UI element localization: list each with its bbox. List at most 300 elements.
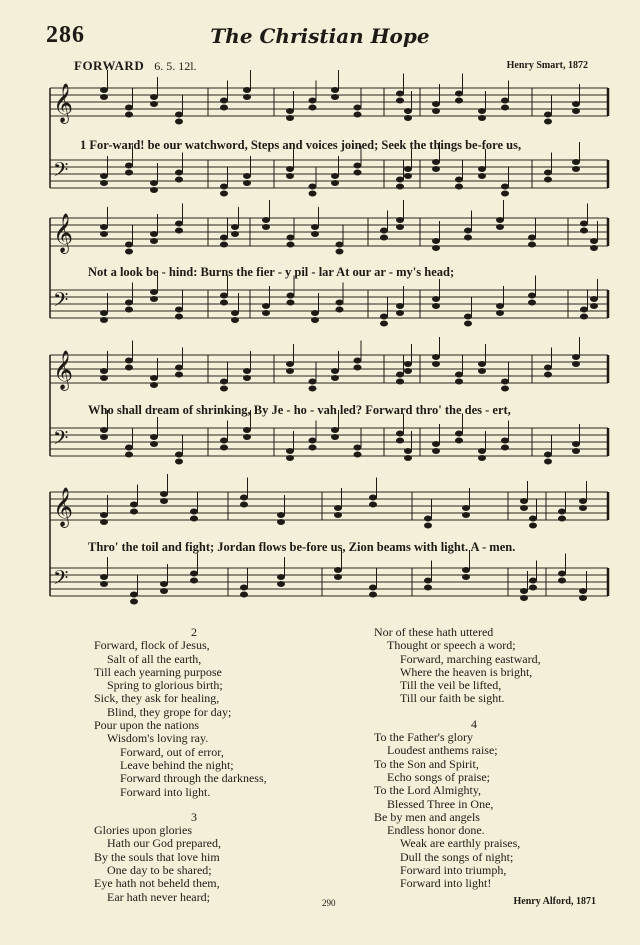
note-head bbox=[520, 588, 528, 594]
note-head bbox=[424, 523, 432, 529]
verse-line: Till our faith be sight. bbox=[400, 691, 505, 706]
note-head bbox=[478, 448, 486, 454]
note-head bbox=[464, 314, 472, 320]
note-head bbox=[354, 452, 362, 458]
note-head bbox=[455, 431, 463, 437]
note-head bbox=[287, 235, 295, 241]
note-head bbox=[125, 170, 133, 176]
note-head bbox=[243, 427, 251, 433]
note-head bbox=[277, 581, 285, 587]
note-head bbox=[478, 368, 486, 374]
note-head bbox=[331, 368, 339, 374]
note-head bbox=[160, 588, 168, 594]
note-head bbox=[572, 101, 580, 107]
note-head bbox=[262, 224, 270, 230]
verse-line: To the Son and Spirit, bbox=[374, 756, 479, 771]
stanzas-right-column bbox=[374, 626, 574, 891]
note-head bbox=[590, 303, 598, 309]
note-head bbox=[404, 361, 412, 367]
note-head bbox=[380, 321, 388, 327]
note-head bbox=[572, 361, 580, 367]
note-head bbox=[380, 228, 388, 234]
note-head bbox=[190, 571, 198, 577]
note-head bbox=[175, 119, 183, 125]
note-head bbox=[455, 379, 463, 385]
verse-line: Leave behind the night; bbox=[120, 757, 234, 772]
note-head bbox=[544, 177, 552, 183]
note-head bbox=[130, 592, 138, 598]
note-head bbox=[354, 445, 362, 451]
verse-line: Loudest anthems raise; bbox=[387, 743, 498, 758]
note-head bbox=[190, 578, 198, 584]
note-head bbox=[432, 101, 440, 107]
note-head bbox=[220, 379, 228, 385]
note-head bbox=[396, 177, 404, 183]
note-head bbox=[336, 300, 344, 306]
note-head bbox=[334, 512, 342, 518]
note-head bbox=[125, 112, 133, 118]
verse-line: Endless honor done. bbox=[387, 823, 485, 838]
note-head bbox=[544, 112, 552, 118]
note-head bbox=[231, 231, 239, 237]
note-head bbox=[424, 585, 432, 591]
note-head bbox=[334, 574, 342, 580]
note-head bbox=[396, 98, 404, 104]
note-head bbox=[309, 438, 317, 444]
note-head bbox=[478, 361, 486, 367]
note-head bbox=[580, 314, 588, 320]
note-head bbox=[462, 567, 470, 573]
note-head bbox=[580, 221, 588, 227]
note-head bbox=[309, 98, 317, 104]
note-head bbox=[528, 242, 536, 248]
verse-line: Ear hath never heard; bbox=[107, 889, 210, 904]
note-head bbox=[544, 452, 552, 458]
note-head bbox=[462, 512, 470, 518]
note-head bbox=[432, 296, 440, 302]
note-head bbox=[220, 105, 228, 111]
note-head bbox=[125, 163, 133, 169]
verse-line: Till the veil be lifted, bbox=[400, 678, 502, 693]
note-head bbox=[311, 317, 319, 323]
note-head bbox=[311, 224, 319, 230]
note-head bbox=[331, 173, 339, 179]
verse-line: Glories upon glories bbox=[94, 823, 192, 838]
note-head bbox=[130, 502, 138, 508]
note-head bbox=[464, 228, 472, 234]
verse-line: Till each yearning purpose bbox=[94, 664, 222, 679]
note-head bbox=[243, 375, 251, 381]
note-head bbox=[220, 184, 228, 190]
stanza-number: 4 bbox=[471, 716, 477, 731]
note-head bbox=[262, 310, 270, 316]
stanzas-left-column bbox=[94, 626, 294, 904]
note-head bbox=[501, 184, 509, 190]
note-head bbox=[125, 365, 133, 371]
note-head bbox=[150, 180, 158, 186]
author: Henry Alford, 1871 bbox=[513, 896, 596, 907]
note-head bbox=[100, 317, 108, 323]
note-head bbox=[432, 238, 440, 244]
note-head bbox=[100, 224, 108, 230]
note-head bbox=[369, 502, 377, 508]
note-head bbox=[286, 368, 294, 374]
note-head bbox=[309, 105, 317, 111]
note-head bbox=[220, 293, 228, 299]
note-head bbox=[501, 379, 509, 385]
note-head bbox=[579, 588, 587, 594]
note-head bbox=[404, 108, 412, 114]
verse-line: Blessed Three in One, bbox=[387, 796, 494, 811]
verse-line: Forward into light! bbox=[400, 876, 492, 891]
note-head bbox=[590, 296, 598, 302]
note-head bbox=[380, 314, 388, 320]
note-head bbox=[432, 354, 440, 360]
note-head bbox=[220, 191, 228, 197]
note-head bbox=[404, 173, 412, 179]
note-head bbox=[220, 445, 228, 451]
note-head bbox=[331, 180, 339, 186]
note-head bbox=[175, 177, 183, 183]
verse-line: Weak are earthly praises, bbox=[400, 836, 521, 851]
note-head bbox=[125, 242, 133, 248]
note-head bbox=[396, 224, 404, 230]
verse-line: Where the heaven is bright, bbox=[400, 664, 533, 679]
note-head bbox=[501, 105, 509, 111]
note-head bbox=[432, 166, 440, 172]
note-head bbox=[529, 516, 537, 522]
stanza-number: 2 bbox=[191, 625, 197, 639]
note-head bbox=[354, 163, 362, 169]
page-number: 290 bbox=[322, 898, 336, 908]
verse-line: Salt of all the earth, bbox=[107, 651, 202, 666]
note-head bbox=[175, 314, 183, 320]
note-head bbox=[190, 509, 198, 515]
verse-line: Dull the songs of night; bbox=[400, 849, 514, 864]
note-head bbox=[175, 112, 183, 118]
note-head bbox=[572, 441, 580, 447]
note-head bbox=[404, 115, 412, 121]
treble-clef-icon: 𝄞 bbox=[53, 83, 74, 123]
note-head bbox=[160, 581, 168, 587]
note-head bbox=[100, 180, 108, 186]
note-head bbox=[286, 361, 294, 367]
note-head bbox=[396, 303, 404, 309]
note-head bbox=[572, 354, 580, 360]
note-head bbox=[100, 574, 108, 580]
note-head bbox=[528, 293, 536, 299]
verse-line: Forward, out of error, bbox=[120, 744, 224, 759]
meter: 6. 5. 12l. bbox=[154, 59, 197, 73]
note-head bbox=[464, 235, 472, 241]
note-head bbox=[231, 310, 239, 316]
note-head bbox=[455, 98, 463, 104]
note-head bbox=[455, 91, 463, 97]
verse-line: One day to be shared; bbox=[107, 863, 212, 878]
note-head bbox=[240, 502, 248, 508]
note-head bbox=[501, 386, 509, 392]
note-head bbox=[331, 434, 339, 440]
note-head bbox=[496, 303, 504, 309]
note-head bbox=[100, 512, 108, 518]
note-head bbox=[100, 310, 108, 316]
note-head bbox=[331, 427, 339, 433]
note-head bbox=[286, 108, 294, 114]
note-head bbox=[529, 578, 537, 584]
note-head bbox=[396, 91, 404, 97]
note-head bbox=[287, 293, 295, 299]
note-head bbox=[100, 368, 108, 374]
note-head bbox=[478, 455, 486, 461]
note-head bbox=[150, 296, 158, 302]
verse-line: By the souls that love him bbox=[94, 849, 220, 864]
note-head bbox=[544, 372, 552, 378]
note-head bbox=[150, 101, 158, 107]
note-head bbox=[528, 235, 536, 241]
note-head bbox=[369, 585, 377, 591]
note-head bbox=[544, 365, 552, 371]
note-head bbox=[396, 431, 404, 437]
note-head bbox=[150, 375, 158, 381]
verse-line: Forward into light. bbox=[120, 784, 211, 799]
bass-clef-icon: 𝄢 bbox=[53, 566, 69, 594]
note-head bbox=[277, 512, 285, 518]
note-head bbox=[100, 173, 108, 179]
note-head bbox=[100, 87, 108, 93]
verse-line: Wisdom's loving ray. bbox=[107, 731, 209, 746]
note-head bbox=[580, 228, 588, 234]
composer: Henry Smart, 1872 bbox=[506, 60, 588, 71]
note-head bbox=[520, 505, 528, 511]
note-head bbox=[100, 519, 108, 525]
note-head bbox=[309, 191, 317, 197]
note-head bbox=[501, 98, 509, 104]
note-head bbox=[160, 491, 168, 497]
note-head bbox=[432, 159, 440, 165]
note-head bbox=[572, 448, 580, 454]
note-head bbox=[334, 567, 342, 573]
note-head bbox=[380, 235, 388, 241]
note-head bbox=[396, 217, 404, 223]
note-head bbox=[432, 108, 440, 114]
note-head bbox=[424, 578, 432, 584]
note-head bbox=[424, 516, 432, 522]
note-head bbox=[175, 170, 183, 176]
verse-line: Hath our God prepared, bbox=[107, 836, 221, 851]
note-head bbox=[590, 245, 598, 251]
note-head bbox=[432, 361, 440, 367]
note-head bbox=[572, 166, 580, 172]
verse-line: Spring to glorious birth; bbox=[107, 678, 223, 693]
note-head bbox=[125, 249, 133, 255]
note-head bbox=[572, 108, 580, 114]
verse-line: To the Lord Almighty, bbox=[374, 783, 482, 798]
note-head bbox=[125, 300, 133, 306]
note-head bbox=[125, 452, 133, 458]
verse-line: Echo songs of praise; bbox=[387, 769, 490, 784]
note-head bbox=[220, 98, 228, 104]
verse-line: Forward, marching eastward, bbox=[400, 651, 541, 666]
note-head bbox=[354, 358, 362, 364]
verse-line: Pour upon the nations bbox=[94, 718, 199, 733]
note-head bbox=[100, 427, 108, 433]
note-head bbox=[580, 307, 588, 313]
treble-clef-icon: 𝄞 bbox=[53, 487, 74, 527]
note-head bbox=[579, 498, 587, 504]
note-head bbox=[175, 452, 183, 458]
note-head bbox=[354, 112, 362, 118]
lyric-line-1: 1 For-ward! be our watchword, Steps and voices joined; Seek the things be-fore us, bbox=[80, 138, 522, 152]
note-head bbox=[175, 372, 183, 378]
note-head bbox=[462, 505, 470, 511]
note-head bbox=[529, 523, 537, 529]
note-head bbox=[130, 509, 138, 515]
note-head bbox=[331, 375, 339, 381]
note-head bbox=[579, 595, 587, 601]
note-head bbox=[528, 300, 536, 306]
note-head bbox=[100, 434, 108, 440]
note-head bbox=[286, 173, 294, 179]
note-head bbox=[175, 221, 183, 227]
note-head bbox=[369, 592, 377, 598]
note-head bbox=[496, 310, 504, 316]
note-head bbox=[501, 445, 509, 451]
note-head bbox=[100, 581, 108, 587]
note-head bbox=[369, 495, 377, 501]
bass-clef-icon: 𝄢 bbox=[53, 158, 69, 186]
note-head bbox=[396, 372, 404, 378]
note-head bbox=[150, 94, 158, 100]
note-head bbox=[243, 368, 251, 374]
note-head bbox=[100, 231, 108, 237]
note-head bbox=[125, 307, 133, 313]
lyric-line-3: Who shall dream of shrinking, By Je - ho - vah led? Forward thro' the des - ert, bbox=[88, 403, 511, 417]
note-head bbox=[231, 224, 239, 230]
note-head bbox=[150, 382, 158, 388]
hymn-number: 286 bbox=[46, 22, 85, 48]
note-head bbox=[478, 173, 486, 179]
note-head bbox=[100, 94, 108, 100]
note-head bbox=[462, 574, 470, 580]
note-head bbox=[190, 516, 198, 522]
note-head bbox=[150, 187, 158, 193]
note-head bbox=[175, 307, 183, 313]
note-head bbox=[354, 365, 362, 371]
note-head bbox=[309, 445, 317, 451]
note-head bbox=[287, 300, 295, 306]
note-head bbox=[432, 441, 440, 447]
note-head bbox=[455, 372, 463, 378]
note-head bbox=[309, 379, 317, 385]
note-head bbox=[501, 191, 509, 197]
lyric-line-2: Not a look be - hind: Burns the fier - y pil - lar At our ar - my's head; bbox=[88, 265, 455, 279]
verse-line: Eye hath not beheld them, bbox=[94, 876, 220, 891]
note-head bbox=[590, 238, 598, 244]
note-head bbox=[455, 177, 463, 183]
note-head bbox=[125, 358, 133, 364]
note-head bbox=[125, 105, 133, 111]
note-head bbox=[220, 300, 228, 306]
note-head bbox=[243, 180, 251, 186]
note-head bbox=[287, 242, 295, 248]
note-head bbox=[544, 170, 552, 176]
note-head bbox=[220, 235, 228, 241]
note-head bbox=[243, 87, 251, 93]
note-head bbox=[336, 249, 344, 255]
note-head bbox=[100, 375, 108, 381]
note-head bbox=[175, 365, 183, 371]
note-head bbox=[336, 242, 344, 248]
note-head bbox=[478, 115, 486, 121]
note-head bbox=[277, 519, 285, 525]
tune-name: FORWARD bbox=[74, 58, 145, 73]
note-head bbox=[130, 599, 138, 605]
note-head bbox=[544, 119, 552, 125]
note-head bbox=[286, 455, 294, 461]
note-head bbox=[150, 231, 158, 237]
verse-line: Forward into triumph, bbox=[400, 863, 507, 878]
verse-line: Blind, they grope for day; bbox=[107, 704, 232, 719]
note-head bbox=[243, 434, 251, 440]
note-head bbox=[309, 184, 317, 190]
note-head bbox=[354, 170, 362, 176]
note-head bbox=[572, 159, 580, 165]
note-head bbox=[150, 289, 158, 295]
verse-line: Be by men and angels bbox=[374, 809, 480, 824]
note-head bbox=[558, 578, 566, 584]
note-head bbox=[262, 303, 270, 309]
note-head bbox=[286, 448, 294, 454]
note-head bbox=[277, 574, 285, 580]
note-head bbox=[243, 173, 251, 179]
note-head bbox=[125, 445, 133, 451]
note-head bbox=[496, 217, 504, 223]
note-head bbox=[336, 307, 344, 313]
verse-line: Forward through the darkness, bbox=[120, 771, 267, 786]
note-head bbox=[432, 245, 440, 251]
note-head bbox=[496, 224, 504, 230]
note-head bbox=[220, 242, 228, 248]
note-head bbox=[396, 310, 404, 316]
note-head bbox=[240, 592, 248, 598]
section-title: The Christian Hope bbox=[210, 24, 430, 48]
note-head bbox=[544, 459, 552, 465]
note-head bbox=[240, 495, 248, 501]
note-head bbox=[396, 184, 404, 190]
bass-clef-icon: 𝄢 bbox=[53, 426, 69, 454]
note-head bbox=[150, 434, 158, 440]
note-head bbox=[404, 455, 412, 461]
verse-line: Thought or speech a word; bbox=[387, 638, 516, 653]
note-head bbox=[396, 438, 404, 444]
verse-line: To the Father's glory bbox=[374, 730, 473, 745]
note-head bbox=[331, 87, 339, 93]
note-head bbox=[432, 448, 440, 454]
note-head bbox=[334, 505, 342, 511]
note-head bbox=[150, 441, 158, 447]
note-head bbox=[160, 498, 168, 504]
note-head bbox=[501, 438, 509, 444]
note-head bbox=[404, 448, 412, 454]
note-head bbox=[404, 166, 412, 172]
note-head bbox=[455, 438, 463, 444]
note-head bbox=[520, 498, 528, 504]
note-head bbox=[478, 108, 486, 114]
note-head bbox=[478, 166, 486, 172]
note-head bbox=[220, 386, 228, 392]
note-head bbox=[262, 217, 270, 223]
treble-clef-icon: 𝄞 bbox=[53, 350, 74, 390]
